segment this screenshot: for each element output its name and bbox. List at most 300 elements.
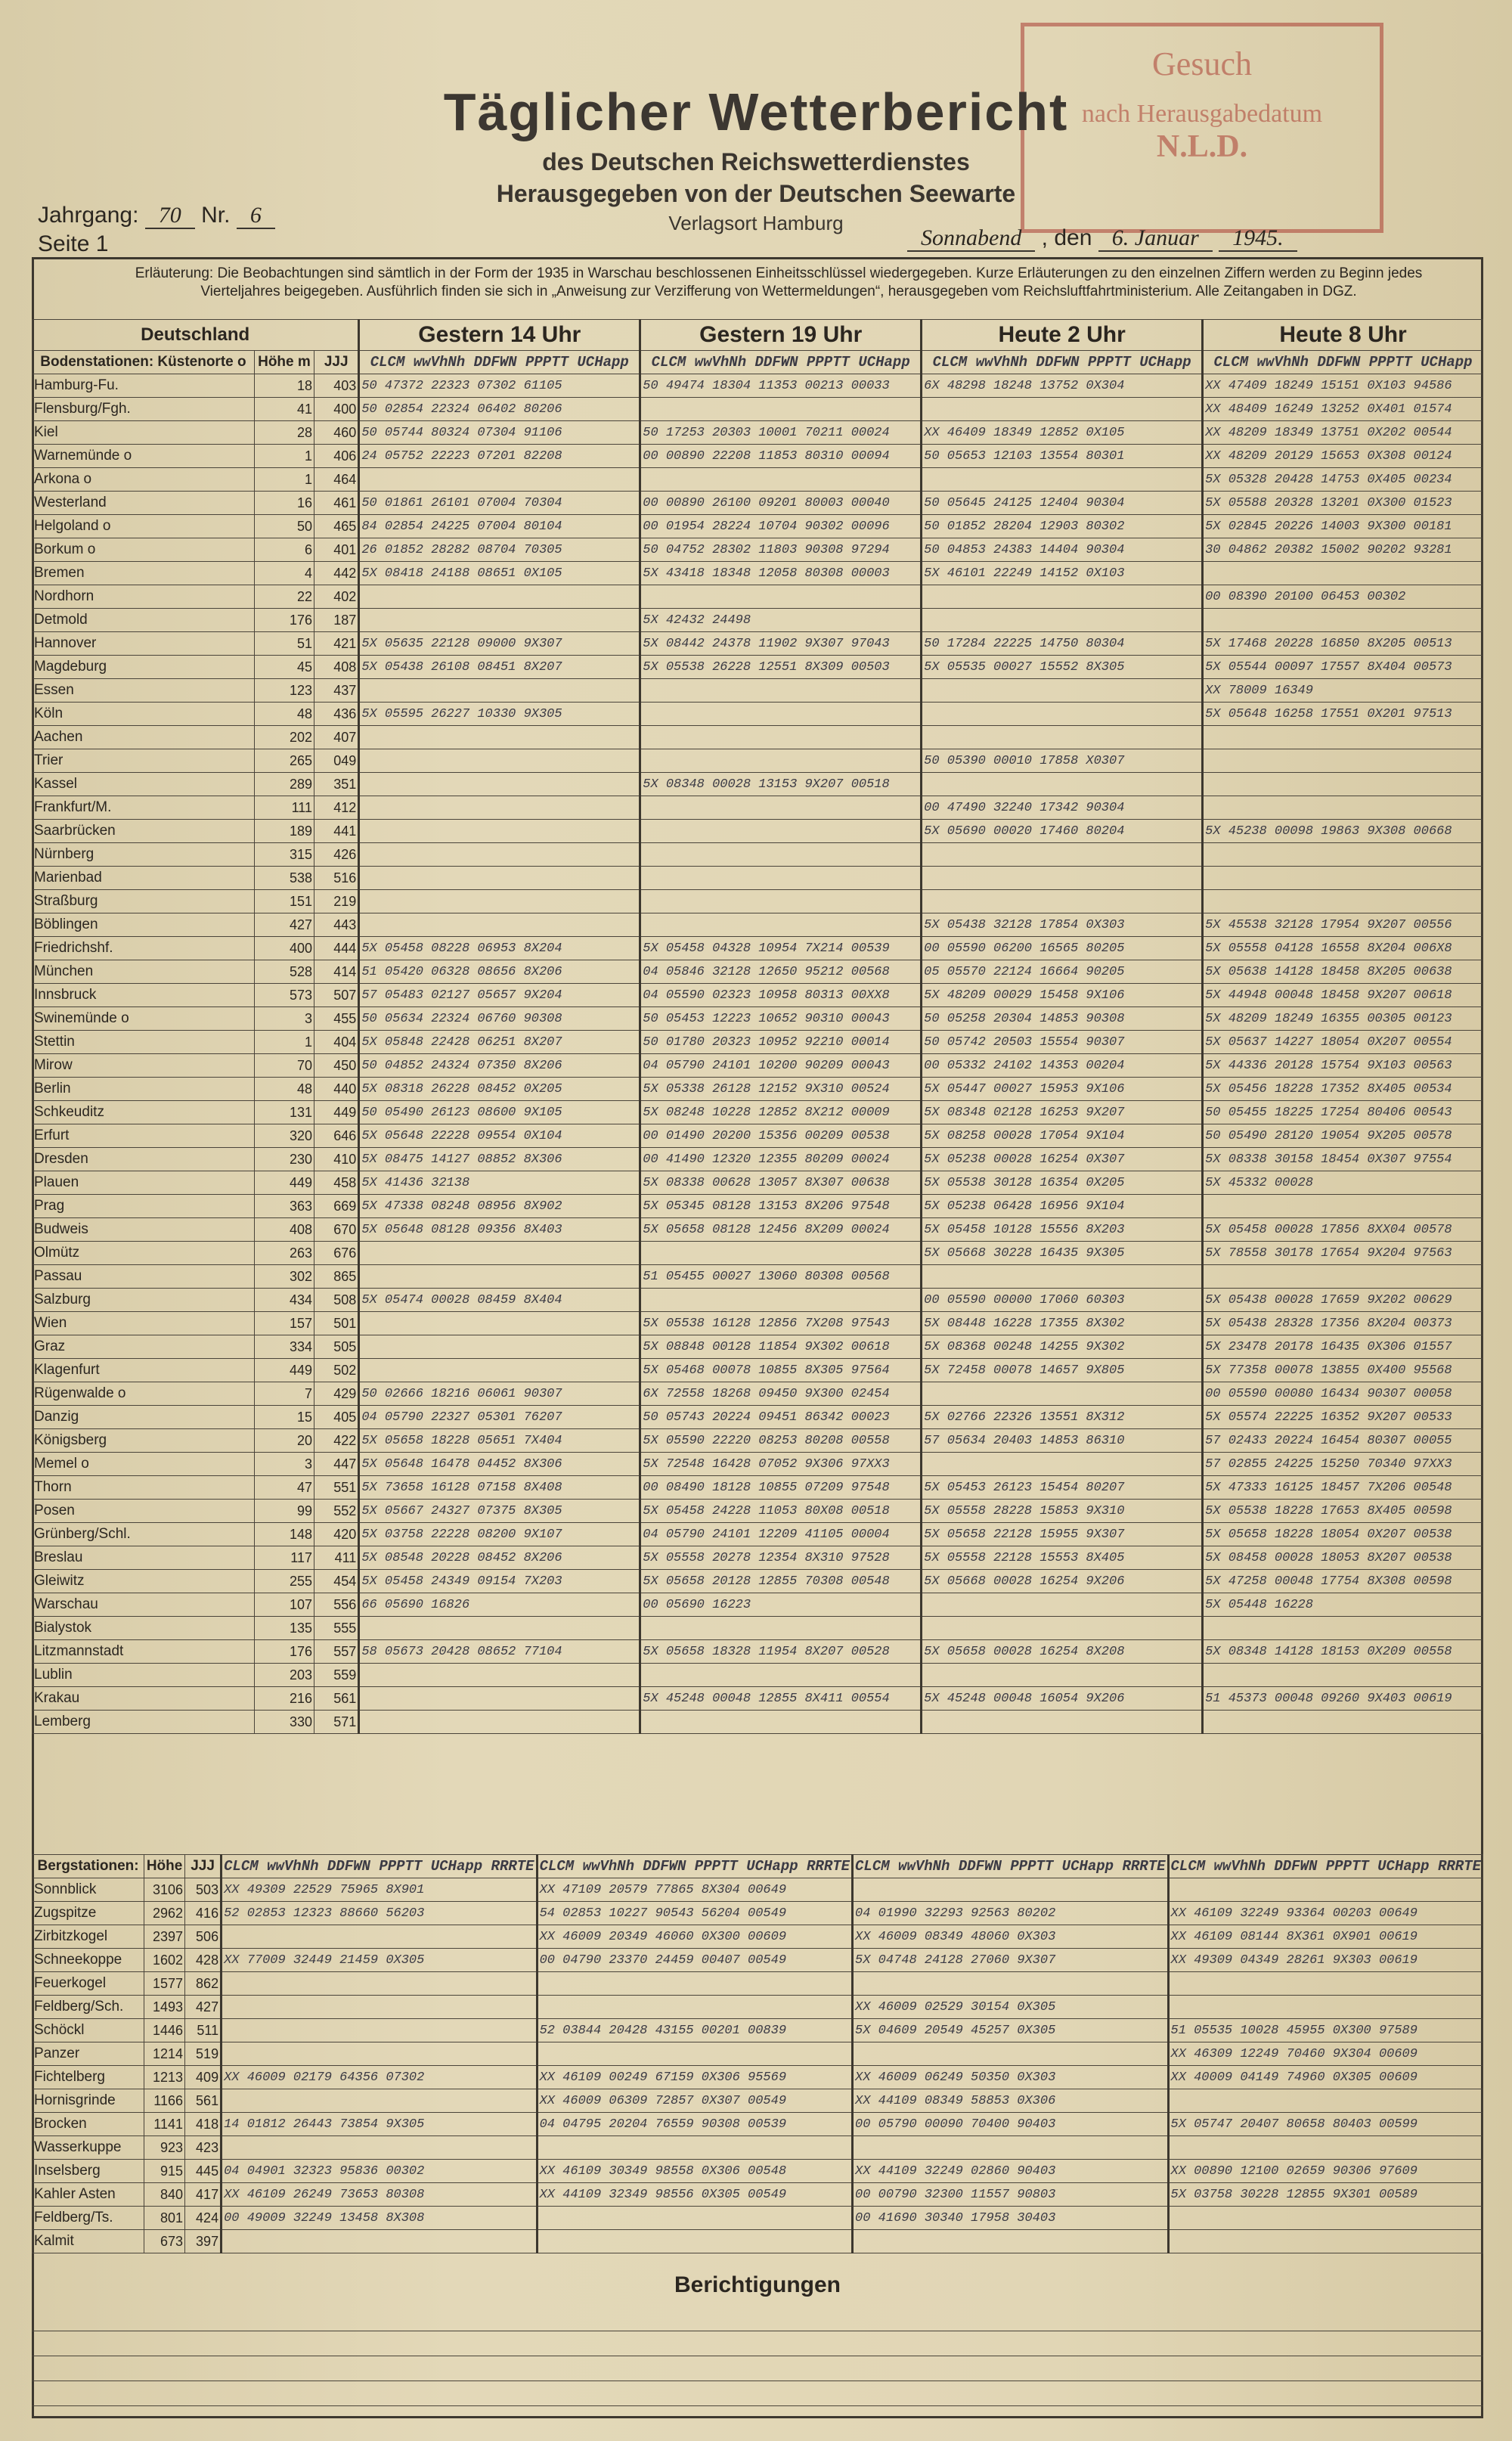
station-row [33,468,1483,492]
station-name: Rügenwalde o [33,1382,255,1406]
station-height: 427 [254,913,314,937]
obs-heute-8: 5X 08338 30158 18454 0X307 97554 [1203,1148,1483,1171]
obs-heute-2: 6X 48298 18248 13752 0X304 [922,374,1203,398]
obs-gestern-14: 04 04901 32323 95836 00302 [222,2160,537,2183]
station-row [33,2136,1483,2160]
station-id: 405 [314,1406,359,1429]
station-row [33,1546,1483,1570]
obs-gestern-14: 00 49009 32249 13458 8X308 [222,2207,537,2230]
obs-gestern-19: 00 41490 12320 12355 80209 00024 [640,1148,922,1171]
obs-gestern-14 [359,749,640,773]
obs-heute-8: 5X 05448 16228 [1203,1593,1483,1617]
station-row [33,1078,1483,1101]
obs-gestern-14: 5X 05658 18228 05651 7X404 [359,1429,640,1453]
station-id: 401 [314,538,359,562]
obs-heute-2 [922,1617,1203,1640]
obs-gestern-19 [640,749,922,773]
station-id: 424 [185,2207,222,2230]
obs-gestern-14 [222,2230,537,2253]
obs-gestern-14: 50 02666 18216 06061 90307 [359,1382,640,1406]
obs-heute-2 [922,1453,1203,1476]
station-id: 465 [314,515,359,538]
subtitle-3: Verlagsort Hamburg [668,212,844,234]
station-id: 865 [314,1265,359,1289]
obs-heute-2: 5X 48209 00029 15458 9X106 [922,984,1203,1007]
obs-gestern-19: 00 00890 26100 09201 80003 00040 [640,492,922,515]
station-height: 2397 [144,1925,185,1949]
station-row [33,1218,1483,1242]
obs-gestern-19 [537,1996,852,2019]
obs-heute-8 [1203,749,1483,773]
obs-gestern-19: 04 05846 32128 12650 95212 00568 [640,960,922,984]
station-name: Feuerkogel [33,1972,144,1996]
obs-gestern-19: 5X 05538 26228 12551 8X309 00503 [640,656,922,679]
station-height: 255 [254,1570,314,1593]
obs-gestern-19: 00 08490 18128 10855 07209 97548 [640,1476,922,1500]
obs-gestern-14: 50 02854 22324 06402 80206 [359,398,640,421]
station-name: Kassel [33,773,255,796]
obs-heute-2: 04 01990 32293 92563 80202 [853,1902,1168,1925]
station-row [33,1617,1483,1640]
station-id: 507 [314,984,359,1007]
station-row [33,1031,1483,1054]
station-name: Thorn [33,1476,255,1500]
station-id: 501 [314,1312,359,1335]
obs-heute-2 [853,1972,1168,1996]
stations-label: Bodenstationen: Küstenorte o [33,351,255,374]
obs-heute-2: 5X 46101 22249 14152 0X103 [922,562,1203,585]
obs-gestern-14: 5X 05648 22228 09554 0X104 [359,1124,640,1148]
group-gestern-14: Gestern 14 Uhr [359,320,640,351]
station-id: 417 [185,2183,222,2207]
station-id: 410 [314,1148,359,1171]
mountain-hoehe-label: Höhe [144,1855,185,1878]
station-row [33,843,1483,867]
obs-gestern-19: 54 02853 10227 90543 56204 00549 [537,1902,852,1925]
obs-heute-8 [1203,890,1483,913]
station-name: Schöckl [33,2019,144,2042]
station-height: 48 [254,1078,314,1101]
station-height: 449 [254,1171,314,1195]
station-height: 6 [254,538,314,562]
station-row [33,1101,1483,1124]
obs-heute-2: 5X 04748 24128 27060 9X307 [853,1949,1168,1972]
obs-heute-2 [922,1664,1203,1687]
obs-gestern-19 [640,1664,922,1687]
obs-heute-2 [922,726,1203,749]
station-name: Wasserkuppe [33,2136,144,2160]
station-height: 263 [254,1242,314,1265]
station-height: 1493 [144,1996,185,2019]
obs-heute-8 [1203,726,1483,749]
stamp-line-1: Gesuch [1152,45,1252,82]
station-name: Schkeuditz [33,1101,255,1124]
station-name: Bialystok [33,1617,255,1640]
station-id: 670 [314,1218,359,1242]
station-height: 573 [254,984,314,1007]
obs-gestern-19: 50 05743 20224 09451 86342 00023 [640,1406,922,1429]
obs-heute-2: 5X 05447 00027 15953 9X106 [922,1078,1203,1101]
obs-heute-2 [922,585,1203,609]
obs-heute-8: 5X 48209 18249 16355 00305 00123 [1203,1007,1483,1031]
station-height: 1577 [144,1972,185,1996]
obs-heute-2: 5X 05658 22128 15955 9X307 [922,1523,1203,1546]
obs-heute-8 [1168,1972,1483,1996]
station-id: 407 [314,726,359,749]
station-row [33,2089,1483,2113]
obs-gestern-14: 50 05744 80324 07304 91106 [359,421,640,445]
station-height: 538 [254,867,314,890]
station-name: Westerland [33,492,255,515]
station-name: Mirow [33,1054,255,1078]
obs-heute-8: 5X 78558 30178 17654 9X204 97563 [1203,1242,1483,1265]
station-row [33,1523,1483,1546]
station-row [33,2160,1483,2183]
station-name: Essen [33,679,255,703]
station-row [33,2183,1483,2207]
obs-gestern-19 [537,2136,852,2160]
station-row [33,374,1483,398]
station-row [33,656,1483,679]
obs-heute-8: 5X 77358 00078 13855 0X400 95568 [1203,1359,1483,1382]
obs-gestern-19 [640,398,922,421]
corrections-heading: Berichtigungen [674,2272,841,2297]
station-name: Warschau [33,1593,255,1617]
station-name: Flensburg/Fgh. [33,398,255,421]
station-height: 1214 [144,2042,185,2066]
obs-heute-2: 5X 04609 20549 45257 0X305 [853,2019,1168,2042]
obs-gestern-19: 5X 08348 00028 13153 9X207 00518 [640,773,922,796]
station-id: 555 [314,1617,359,1640]
obs-gestern-19: 5X 43418 18348 12058 80308 00003 [640,562,922,585]
station-height: 176 [254,1640,314,1664]
station-row [33,421,1483,445]
station-height: 1 [254,1031,314,1054]
obs-heute-8: 50 05455 18225 17254 80406 00543 [1203,1101,1483,1124]
obs-heute-8: 5X 44336 20128 15754 9X103 00563 [1203,1054,1483,1078]
obs-heute-2 [853,1878,1168,1902]
obs-heute-2: 00 41690 30340 17958 30403 [853,2207,1168,2230]
obs-gestern-14 [359,890,640,913]
obs-heute-8: XX 46309 12249 70460 9X304 00609 [1168,2042,1483,2066]
station-row [33,632,1483,656]
cols-8: CLCM wwVhNh DDFWN PPPTT UCHapp [1203,351,1483,374]
obs-heute-2: 50 05653 12103 13554 80301 [922,445,1203,468]
station-height: 20 [254,1429,314,1453]
station-name: Trier [33,749,255,773]
date-line [907,225,1297,251]
obs-gestern-19 [537,1972,852,1996]
station-height: 408 [254,1218,314,1242]
obs-heute-2: 50 05645 24125 12404 90304 [922,492,1203,515]
station-height: 176 [254,609,314,632]
obs-gestern-19 [640,1242,922,1265]
obs-gestern-19: 50 17253 20303 10001 70211 00024 [640,421,922,445]
obs-heute-2: 5X 45248 00048 16054 9X206 [922,1687,1203,1711]
station-id: 421 [314,632,359,656]
obs-heute-2: 5X 05558 22128 15553 8X405 [922,1546,1203,1570]
station-height: 123 [254,679,314,703]
obs-heute-2: 50 05742 20503 15554 90307 [922,1031,1203,1054]
obs-heute-2: 00 00790 32300 11557 90803 [853,2183,1168,2207]
mountain-jjj-label: JJJ [185,1855,222,1878]
obs-heute-2: 5X 08368 00248 14255 9X302 [922,1335,1203,1359]
obs-heute-8: XX 46109 08144 8X361 0X901 00619 [1168,1925,1483,1949]
station-id: 422 [314,1429,359,1453]
station-name: Olmütz [33,1242,255,1265]
obs-gestern-19 [640,468,922,492]
obs-heute-8: 5X 05747 20407 80658 80403 00599 [1168,2113,1483,2136]
obs-gestern-19: 04 04795 20204 76559 90308 00539 [537,2113,852,2136]
obs-heute-8: XX 47409 18249 15151 0X103 94586 [1203,374,1483,398]
station-id: 187 [314,609,359,632]
obs-gestern-14: XX 46009 02179 64356 07302 [222,2066,537,2089]
obs-gestern-14 [359,867,640,890]
obs-heute-8: 5X 23478 20178 16435 0X306 01557 [1203,1335,1483,1359]
obs-heute-8: 57 02855 24225 15250 70340 97XX3 [1203,1453,1483,1476]
obs-gestern-14: 5X 08318 26228 08452 0X205 [359,1078,640,1101]
obs-heute-2: XX 46009 06249 50350 0X303 [853,2066,1168,2089]
station-id: 506 [185,1925,222,1949]
group-heute-2: Heute 2 Uhr [922,320,1203,351]
station-name: Plauen [33,1171,255,1195]
station-row [33,538,1483,562]
obs-heute-8 [1203,843,1483,867]
station-name: Salzburg [33,1289,255,1312]
obs-gestern-19: 5X 45248 00048 12855 8X411 00554 [640,1687,922,1711]
obs-gestern-19: 5X 05590 22220 08253 80208 00558 [640,1429,922,1453]
station-height: 1 [254,468,314,492]
nr-value: 6 [237,203,275,229]
blank-line [32,2306,1483,2331]
station-row [33,1312,1483,1335]
station-name: Warnemünde o [33,445,255,468]
station-height: 50 [254,515,314,538]
obs-gestern-19 [640,585,922,609]
obs-heute-2: 5X 02766 22326 13551 8X312 [922,1406,1203,1429]
station-height: 1166 [144,2089,185,2113]
obs-heute-8: 5X 05588 20328 13201 0X300 01523 [1203,492,1483,515]
station-height: 15 [254,1406,314,1429]
station-height: 18 [254,374,314,398]
station-row [33,2113,1483,2136]
station-height: 3 [254,1007,314,1031]
obs-heute-8 [1168,2230,1483,2253]
obs-gestern-14: 5X 05667 24327 07375 8X305 [359,1500,640,1523]
obs-heute-8: 51 05535 10028 45955 0X300 97589 [1168,2019,1483,2042]
obs-heute-2: 50 05390 00010 17858 X0307 [922,749,1203,773]
station-name: Danzig [33,1406,255,1429]
station-row [33,515,1483,538]
mountain-cols-14: CLCM wwVhNh DDFWN PPPTT UCHapp RRRTE [222,1855,537,1878]
obs-gestern-14: 5X 05848 22428 06251 8X207 [359,1031,640,1054]
obs-heute-8 [1168,2207,1483,2230]
station-row [33,2066,1483,2089]
obs-gestern-14 [222,1996,537,2019]
station-row [33,726,1483,749]
station-name: Klagenfurt [33,1359,255,1382]
station-row [33,398,1483,421]
obs-heute-8: 5X 08348 14128 18153 0X209 00558 [1203,1640,1483,1664]
station-height: 840 [144,2183,185,2207]
obs-heute-2 [922,890,1203,913]
station-row [33,703,1483,726]
obs-heute-2 [853,2042,1168,2066]
obs-gestern-19: 51 05455 00027 13060 80308 00568 [640,1265,922,1289]
station-id: 676 [314,1242,359,1265]
obs-gestern-14 [359,1335,640,1359]
station-row [33,937,1483,960]
station-row [33,1593,1483,1617]
station-name: Graz [33,1335,255,1359]
obs-heute-8 [1203,867,1483,890]
station-id: 445 [185,2160,222,2183]
obs-gestern-14: 5X 73658 16128 07158 8X408 [359,1476,640,1500]
obs-heute-2 [922,1593,1203,1617]
station-row [33,960,1483,984]
obs-gestern-19 [537,2207,852,2230]
obs-gestern-14 [222,1925,537,1949]
obs-gestern-19 [640,913,922,937]
station-height: 22 [254,585,314,609]
station-name: Breslau [33,1546,255,1570]
obs-gestern-14: 66 05690 16826 [359,1593,640,1617]
station-id: 411 [314,1546,359,1570]
obs-heute-8 [1203,796,1483,820]
obs-gestern-19: 5X 05468 00078 10855 8X305 97564 [640,1359,922,1382]
station-row [33,1124,1483,1148]
station-height: 131 [254,1101,314,1124]
obs-heute-8: 30 04862 20382 15002 90202 93281 [1203,538,1483,562]
station-row [33,1359,1483,1382]
obs-gestern-14: XX 77009 32449 21459 0X305 [222,1949,537,1972]
volume-line [38,203,275,228]
station-name: Memel o [33,1453,255,1476]
subtitle-1: des Deutschen Reichswetterdienstes [542,148,970,175]
station-id: 519 [185,2042,222,2066]
obs-gestern-14 [359,585,640,609]
station-id: 416 [185,1902,222,1925]
obs-gestern-19: XX 46109 00249 67159 0X306 95569 [537,2066,852,2089]
station-id: 450 [314,1054,359,1078]
group-gestern-19: Gestern 19 Uhr [640,320,922,351]
obs-gestern-19: 50 49474 18304 11353 00213 00033 [640,374,922,398]
obs-gestern-14: 5X 05648 16478 04452 8X306 [359,1453,640,1476]
obs-gestern-19: 5X 05658 08128 12456 8X209 00024 [640,1218,922,1242]
obs-gestern-14: 24 05752 22223 07201 82208 [359,445,640,468]
station-id: 461 [314,492,359,515]
station-name: Straßburg [33,890,255,913]
station-row [33,1972,1483,1996]
station-row [33,2019,1483,2042]
station-id: 428 [185,1949,222,1972]
obs-heute-8: 00 05590 00080 16434 90307 00058 [1203,1382,1483,1406]
obs-heute-8: 5X 45238 00098 19863 9X308 00668 [1203,820,1483,843]
station-row [33,1242,1483,1265]
date: 6. Januar [1098,225,1213,252]
station-row [33,890,1483,913]
obs-gestern-14: 5X 03758 22228 08200 9X107 [359,1523,640,1546]
obs-gestern-14: 26 01852 28282 08704 70305 [359,538,640,562]
obs-heute-8: 5X 05638 14128 18458 8X205 00638 [1203,960,1483,984]
station-height: 673 [144,2230,185,2253]
obs-gestern-19: 50 05453 12223 10652 90310 00043 [640,1007,922,1031]
station-name: Gleiwitz [33,1570,255,1593]
mountain-cols-8: CLCM wwVhNh DDFWN PPPTT UCHapp RRRTE [1168,1855,1483,1878]
station-id: 552 [314,1500,359,1523]
station-id: 414 [314,960,359,984]
station-row [33,2207,1483,2230]
station-name: Hornisgrinde [33,2089,144,2113]
obs-gestern-14 [222,2136,537,2160]
obs-gestern-19: 00 00890 22208 11853 80310 00094 [640,445,922,468]
station-id: 646 [314,1124,359,1148]
obs-gestern-14: 5X 05438 26108 08451 8X207 [359,656,640,679]
obs-heute-8: 5X 05637 14227 18054 0X207 00554 [1203,1031,1483,1054]
station-name: Feldberg/Ts. [33,2207,144,2230]
station-row [33,1171,1483,1195]
station-row [33,2042,1483,2066]
station-id: 503 [185,1878,222,1902]
obs-heute-2: 00 05332 24102 14353 00204 [922,1054,1203,1078]
obs-gestern-19 [640,890,922,913]
obs-heute-8: 5X 45538 32128 17954 9X207 00556 [1203,913,1483,937]
station-name: Kalmit [33,2230,144,2253]
station-row [33,1949,1483,1972]
station-row [33,1335,1483,1359]
station-name: Köln [33,703,255,726]
obs-heute-2 [922,609,1203,632]
station-height: 28 [254,421,314,445]
station-height: 915 [144,2160,185,2183]
obs-heute-2: 5X 05690 00020 17460 80204 [922,820,1203,843]
obs-gestern-19 [537,2042,852,2066]
obs-heute-2: 5X 05668 00028 16254 9X206 [922,1570,1203,1593]
obs-gestern-14 [222,2019,537,2042]
obs-heute-2 [922,703,1203,726]
station-name: Hannover [33,632,255,656]
obs-gestern-19: 6X 72558 18268 09450 9X300 02454 [640,1382,922,1406]
obs-heute-8 [1203,1617,1483,1640]
obs-heute-8: 5X 05456 18228 17352 8X405 00534 [1203,1078,1483,1101]
mountain-cols-2: CLCM wwVhNh DDFWN PPPTT UCHapp RRRTE [853,1855,1168,1878]
obs-gestern-14 [359,1687,640,1711]
station-id: 571 [314,1711,359,1734]
obs-heute-2: XX 46009 02529 30154 0X305 [853,1996,1168,2019]
station-name: Frankfurt/M. [33,796,255,820]
obs-gestern-19 [537,2230,852,2253]
obs-heute-8 [1203,1195,1483,1218]
mountain-header-row [33,1855,1483,1878]
obs-heute-8: 5X 05538 18228 17653 8X405 00598 [1203,1500,1483,1523]
obs-heute-8 [1168,1878,1483,1902]
station-id: 351 [314,773,359,796]
obs-heute-2: XX 44109 08349 58853 0X306 [853,2089,1168,2113]
station-name: Feldberg/Sch. [33,1996,144,2019]
station-id: 426 [314,843,359,867]
blank-line [32,2331,1483,2356]
station-id: 557 [314,1640,359,1664]
cols-14: CLCM wwVhNh DDFWN PPPTT UCHapp [359,351,640,374]
obs-gestern-14: 50 05634 22324 06760 90308 [359,1007,640,1031]
obs-gestern-14 [222,2089,537,2113]
obs-gestern-14: XX 49309 22529 75965 8X901 [222,1878,537,1902]
obs-gestern-14 [359,796,640,820]
station-height: 1213 [144,2066,185,2089]
station-height: 1141 [144,2113,185,2136]
obs-heute-2 [922,1711,1203,1734]
obs-gestern-19: XX 46009 06309 72857 0X307 00549 [537,2089,852,2113]
